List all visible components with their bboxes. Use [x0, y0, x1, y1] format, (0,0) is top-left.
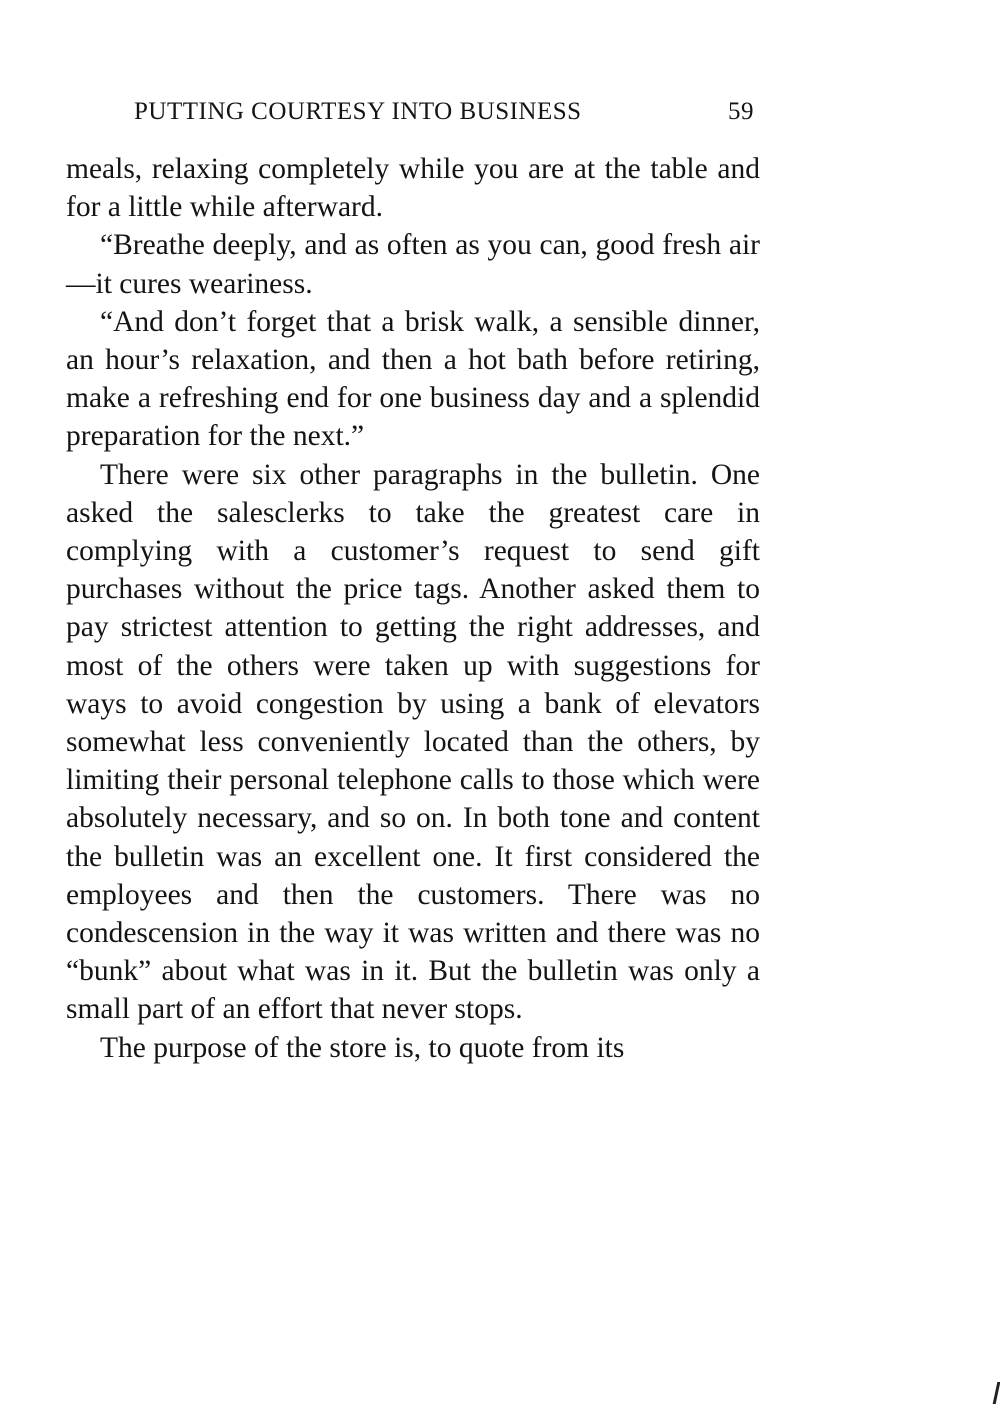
- running-title: PUTTING COURTESY INTO BUSINESS: [134, 98, 582, 125]
- scan-edge-mark: [993, 1382, 1000, 1404]
- body-text: [66, 150, 760, 1067]
- page-number: 59: [728, 98, 754, 125]
- paragraph-continued: meals, relaxing completely while you are at the table and for a little while afterward.: [66, 153, 760, 224]
- paragraph: “And don’t forget that a brisk walk, a sensible dinner, an hour’s relaxation, and then a hot bath before retiring, make a refreshing end for one business day and a splendid preparation for the next.”: [66, 305, 760, 453]
- paragraph: The purpose of the store is, to quote from its: [100, 1031, 625, 1064]
- paragraph: There were six other paragraphs in the bulletin. One asked the salesclerks to take the greatest care in complying with a customer’s request to send gift purchases without the price tags. Another asked them to pay strictest attention to getting the right addresses, and most of the others were taken up with suggestions for ways to avoid congestion by using a bank of elevators somewhat less conveniently located than the others, by limiting their personal telephone calls to those which were absolutely necessary, and so on. In both tone and content the bulletin was an excellent one. It first considered the employees and then the customers. There was no condescension in the way it was written and there was no “bunk” about what was in it. But the bulletin was only a small part of an effort that never stops.: [66, 458, 760, 1026]
- paragraph: “Breathe deeply, and as often as you can, good fresh air—it cures weariness.: [66, 229, 760, 300]
